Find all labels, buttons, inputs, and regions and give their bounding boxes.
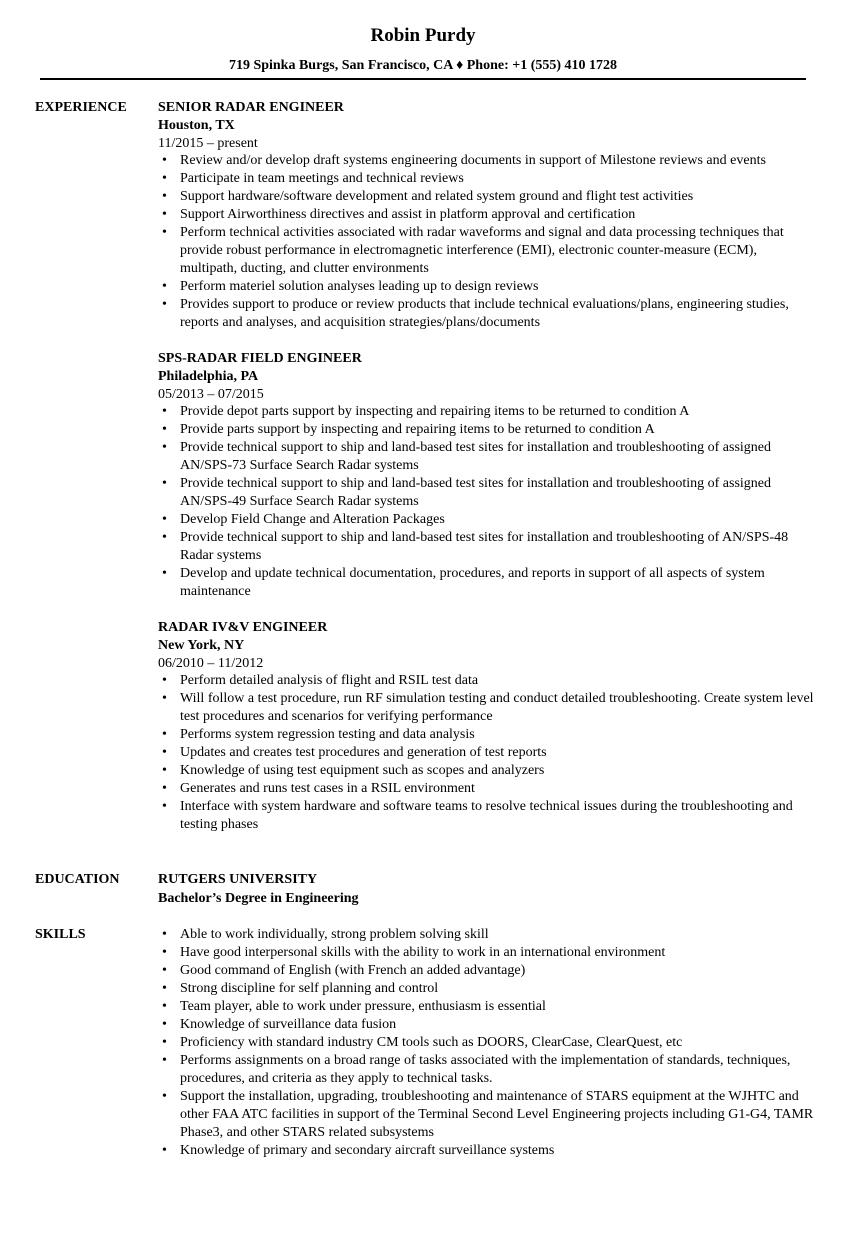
bullet-item: • Performs system regression testing and data analysis (158, 726, 814, 744)
header-divider (40, 78, 806, 80)
job-title: SENIOR RADAR ENGINEER (158, 100, 344, 115)
job-entry (158, 99, 814, 332)
job-location: New York, NY (158, 638, 245, 653)
skill-item: • Team player, able to work under pressure, enthusiasm is essential (158, 998, 814, 1016)
job-dates: 11/2015 – present (158, 136, 258, 151)
job-entry (158, 350, 814, 601)
bullet-item: • Generates and runs test cases in a RSIL environment (158, 780, 814, 798)
bullet-item: • Perform technical activities associated with radar waveforms and signal and data processing techniques that provide robust performance in electromagnetic interference (EMI), electronic counter-measure (ECM), multipath, ducting, and clutter environments (158, 224, 814, 278)
skill-item: • Performs assignments on a broad range of tasks associated with the implementation of standards, techniques, procedures, and criteria as they apply to technical tasks. (158, 1052, 814, 1088)
contact-line: 719 Spinka Burgs, San Francisco, CA ♦ Phone: +1 (555) 410 1728 (228, 58, 618, 73)
skill-item: • Knowledge of primary and secondary aircraft surveillance systems (158, 1142, 814, 1160)
skill-item: • Proficiency with standard industry CM tools such as DOORS, ClearCase, ClearQuest, etc (158, 1034, 814, 1052)
job-bullets (158, 672, 814, 834)
job-dates: 06/2010 – 11/2012 (158, 656, 264, 671)
job-bullets (158, 403, 814, 601)
education-body (158, 871, 814, 909)
bullet-item: • Provide depot parts support by inspecting and repairing items to be returned to condition A (158, 403, 814, 421)
bullet-item: • Review and/or develop draft systems engineering documents in support of Milestone reviews and events (158, 152, 814, 170)
bullet-item: • Provide technical support to ship and land-based test sites for installation and troubleshooting of AN/SPS-48 Radar systems (158, 529, 814, 565)
job-location: Houston, TX (158, 118, 235, 133)
experience-body (158, 99, 814, 852)
job-title: RADAR IV&V ENGINEER (158, 620, 328, 635)
bullet-item: • Interface with system hardware and software teams to resolve technical issues during the troubleshooting and testing phases (158, 798, 814, 834)
skill-item: • Able to work individually, strong problem solving skill (158, 926, 814, 944)
bullet-item: • Provide technical support to ship and land-based test sites for installation and troubleshooting of assigned AN/SPS-49 Surface Search Radar systems (158, 475, 814, 511)
bullet-item: • Develop and update technical documentation, procedures, and reports in support of all aspects of system maintenance (158, 565, 814, 601)
bullet-item: • Will follow a test procedure, run RF simulation testing and conduct detailed troubleshooting. Create system level test procedures and scenarios for verifying performance (158, 690, 814, 726)
skill-item: • Support the installation, upgrading, troubleshooting and maintenance of STARS equipment at the WJHTC and other FAA ATC facilities in support of the Terminal Second Level Engineering projects including G1-G4, TAMR Phase3, and other STARS related subsystems (158, 1088, 814, 1142)
skill-item: • Good command of English (with French an added advantage) (158, 962, 814, 980)
section-label-experience: EXPERIENCE (35, 100, 127, 115)
job-title: SPS-RADAR FIELD ENGINEER (158, 351, 362, 366)
skill-item: • Have good interpersonal skills with the ability to work in an international environment (158, 944, 814, 962)
school-name: RUTGERS UNIVERSITY (158, 872, 318, 887)
job-bullets (158, 152, 814, 332)
bullet-item: • Perform detailed analysis of flight and RSIL test data (158, 672, 814, 690)
job-dates: 05/2013 – 07/2015 (158, 387, 264, 402)
bullet-item: • Support Airworthiness directives and assist in platform approval and certification (158, 206, 814, 224)
job-location: Philadelphia, PA (158, 369, 259, 384)
job-entry (158, 619, 814, 834)
bullet-item: • Knowledge of using test equipment such as scopes and analyzers (158, 762, 814, 780)
section-label-skills: SKILLS (35, 927, 86, 942)
skill-item: • Knowledge of surveillance data fusion (158, 1016, 814, 1034)
section-label-education: EDUCATION (35, 872, 120, 887)
bullet-item: • Provide technical support to ship and land-based test sites for installation and troubleshooting of assigned AN/SPS-73 Surface Search Radar systems (158, 439, 814, 475)
bullet-item: • Provides support to produce or review products that include technical evaluations/plans, engineering studies, reports and analyses, and acquisition strategies/plans/documents (158, 296, 814, 332)
bullet-item: • Provide parts support by inspecting and repairing items to be returned to condition A (158, 421, 814, 439)
candidate-name: Robin Purdy (370, 25, 476, 46)
bullet-item: • Participate in team meetings and technical reviews (158, 170, 814, 188)
bullet-item: • Updates and creates test procedures and generation of test reports (158, 744, 814, 762)
bullet-item: • Develop Field Change and Alteration Packages (158, 511, 814, 529)
skill-item: • Strong discipline for self planning and control (158, 980, 814, 998)
bullet-item: • Perform materiel solution analyses leading up to design reviews (158, 278, 814, 296)
skills-list (158, 926, 814, 1160)
bullet-item: • Support hardware/software development and related system ground and flight test activities (158, 188, 814, 206)
degree: Bachelor’s Degree in Engineering (158, 891, 359, 906)
skills-body (158, 926, 814, 1160)
